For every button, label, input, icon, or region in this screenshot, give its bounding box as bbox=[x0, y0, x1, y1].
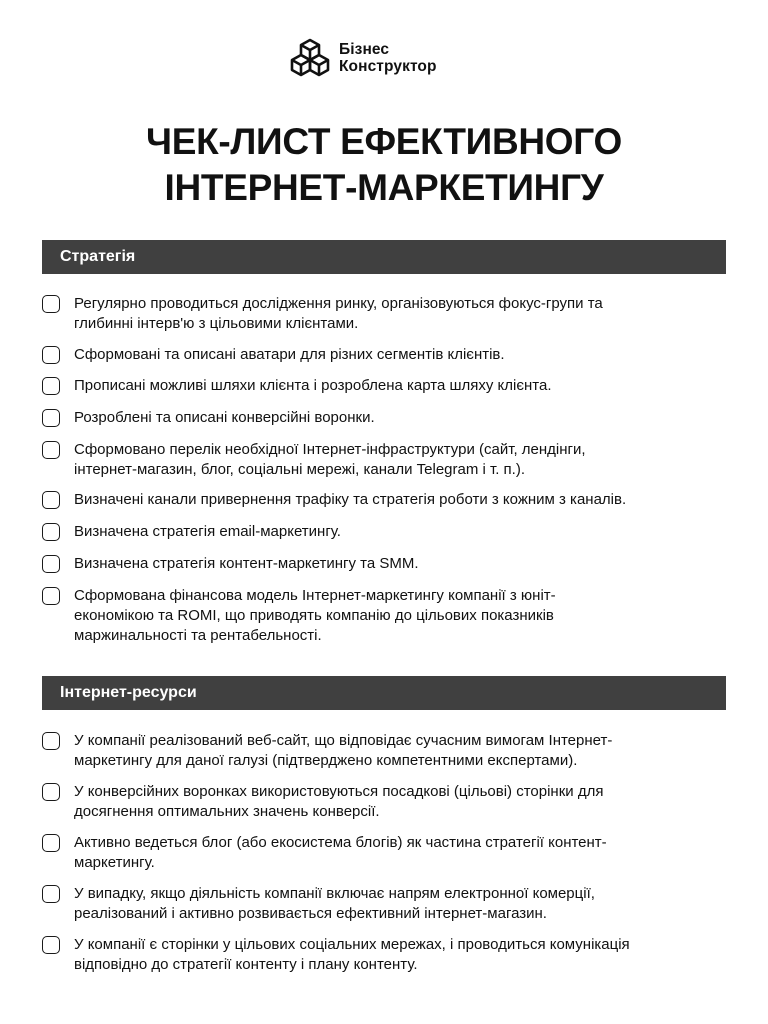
item-text: Визначені канали привернення трафіку та стратегія роботи з кожним з каналів. bbox=[74, 491, 627, 508]
item-text: економікою та ROMI, що приводять компанію до цільових показників bbox=[74, 607, 554, 624]
item-text: маржинальності та рентабельності. bbox=[74, 627, 322, 644]
checklist-item bbox=[42, 345, 505, 365]
section-header-internet-resources: Інтернет-ресурси bbox=[42, 676, 726, 710]
checklist-item bbox=[42, 833, 607, 873]
item-text: реалізований і активно розвивається ефективний інтернет-магазин. bbox=[74, 905, 547, 922]
checkbox[interactable] bbox=[42, 491, 60, 509]
item-text: Визначена стратегія контент-маркетингу та SMM. bbox=[74, 555, 419, 572]
item-text: досягнення оптимальних значень конверсії. bbox=[74, 803, 380, 820]
checklist-item bbox=[42, 782, 603, 822]
checklist-item bbox=[42, 522, 341, 542]
page-title-line2: ІНТЕРНЕТ-МАРКЕТИНГУ bbox=[164, 167, 604, 208]
item-text: Активно ведеться блог (або екосистема блогів) як частина стратегії контент- bbox=[74, 834, 607, 851]
checkbox[interactable] bbox=[42, 783, 60, 801]
checklist-item bbox=[42, 731, 612, 771]
checkbox[interactable] bbox=[42, 523, 60, 541]
item-text: Сформовані та описані аватари для різних сегментів клієнтів. bbox=[74, 346, 505, 363]
checklist-item bbox=[42, 884, 595, 924]
item-text: відповідно до стратегії контенту і плану контенту. bbox=[74, 956, 418, 973]
checkbox[interactable] bbox=[42, 936, 60, 954]
section-header-strategy: Стратегія bbox=[42, 240, 726, 274]
checklist-item bbox=[42, 376, 552, 396]
page-title-line1: ЧЕК-ЛИСТ ЕФЕКТИВНОГО bbox=[146, 121, 622, 162]
item-text: Сформовано перелік необхідної Інтернет-інфраструктури (сайт, лендінги, bbox=[74, 441, 586, 458]
checkbox[interactable] bbox=[42, 377, 60, 395]
item-text: інтернет-магазин, блог, соціальні мережі, канали Telegram і т. п.). bbox=[74, 461, 526, 478]
item-text: Розроблені та описані конверсійні воронки. bbox=[74, 409, 375, 426]
item-text: Регулярно проводиться дослідження ринку, організовуються фокус-групи та bbox=[74, 295, 603, 312]
brand-name-line1: Бізнес bbox=[339, 41, 390, 58]
checkbox[interactable] bbox=[42, 732, 60, 750]
item-text: У конверсійних воронках використовуються посадкові (цільові) сторінки для bbox=[74, 783, 604, 800]
item-text: Сформована фінансова модель Інтернет-маркетингу компанії з юніт- bbox=[74, 587, 556, 604]
checkbox[interactable] bbox=[42, 295, 60, 313]
checklist-item bbox=[42, 294, 603, 334]
checkbox[interactable] bbox=[42, 885, 60, 903]
brand-name-line2: Конструктор bbox=[339, 58, 437, 75]
checkbox[interactable] bbox=[42, 441, 60, 459]
checkbox[interactable] bbox=[42, 346, 60, 364]
item-text: У випадку, якщо діяльність компанії включає напрям електронної комерції, bbox=[74, 885, 595, 902]
brand-name bbox=[339, 41, 437, 75]
checkbox[interactable] bbox=[42, 409, 60, 427]
item-text: У компанії реалізований веб-сайт, що відповідає сучасним вимогам Інтернет- bbox=[74, 732, 613, 749]
checkbox[interactable] bbox=[42, 834, 60, 852]
checkbox[interactable] bbox=[42, 555, 60, 573]
item-text: маркетингу. bbox=[74, 854, 155, 871]
checklist-item bbox=[42, 586, 556, 646]
brand-logo bbox=[289, 37, 437, 79]
page-title bbox=[0, 119, 768, 211]
item-text: глибинні інтерв'ю з цільовими клієнтами. bbox=[74, 315, 359, 332]
checklist-item bbox=[42, 408, 375, 428]
item-text: Визначена стратегія email-маркетингу. bbox=[74, 523, 341, 540]
checkbox[interactable] bbox=[42, 587, 60, 605]
cube-logo-icon bbox=[289, 37, 331, 79]
checklist-item bbox=[42, 935, 630, 975]
item-text: маркетингу для даної галузі (підтверджено компетентними експертами). bbox=[74, 752, 578, 769]
checklist-item bbox=[42, 490, 626, 510]
item-text: Прописані можливі шляхи клієнта і розроблена карта шляху клієнта. bbox=[74, 377, 552, 394]
checklist-item bbox=[42, 554, 419, 574]
item-text: У компанії є сторінки у цільових соціальних мережах, і проводиться комунікація bbox=[74, 936, 630, 953]
checklist-item bbox=[42, 440, 586, 480]
